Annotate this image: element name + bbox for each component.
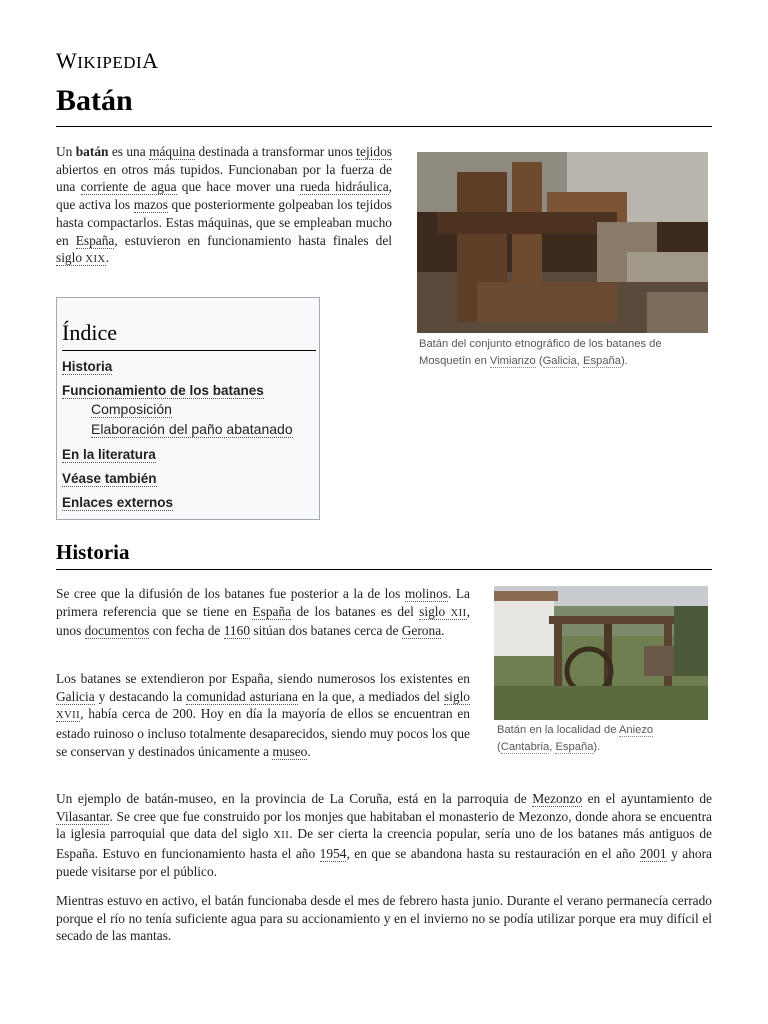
- link-1160[interactable]: 1160: [223, 623, 251, 639]
- figure-batan-mosquetin[interactable]: [417, 152, 708, 333]
- text: y ahora puede visitarse por el público.: [56, 846, 712, 879]
- toc-item-vease-tambien[interactable]: [62, 471, 157, 486]
- text: en la que, a mediados del: [297, 688, 444, 704]
- link-mazos[interactable]: mazos: [133, 197, 168, 213]
- text: Batán del conjunto etnográfico de los batanes de Mosquetín en: [419, 338, 662, 367]
- wordmark-last: A: [142, 48, 159, 73]
- text: .: [105, 250, 109, 266]
- link-rueda-hidraulica[interactable]: rueda hidráulica: [300, 179, 389, 195]
- text: , había cerca de 200. Hoy en día la mayoría de ellos se encuentran en estado ruinoso o incluso totalmente desaparecidos, siendo muy pocos los que se conservan y destinados únicamente a: [56, 706, 470, 759]
- link-espana[interactable]: España: [75, 232, 115, 248]
- historia-paragraph-4: [56, 892, 712, 945]
- text: sitúan dos batanes cerca de: [250, 623, 402, 639]
- link-mezonzo[interactable]: Mezonzo: [532, 791, 583, 806]
- link-espana[interactable]: España: [555, 741, 594, 753]
- toc-item-literatura[interactable]: [62, 447, 156, 462]
- text: .: [307, 743, 311, 759]
- text: Un ejemplo de batán-museo, en la provincia de La Coruña, está en la parroquia de: [56, 791, 533, 806]
- link-tejidos[interactable]: tejidos: [356, 144, 392, 159]
- text: siglo: [443, 688, 470, 704]
- batan-mosquetin-image: [417, 152, 708, 333]
- wordmark-mid: IKIPEDI: [77, 53, 143, 72]
- toc-label: Véase también: [62, 471, 157, 486]
- link-aniezo[interactable]: Aniezo: [618, 724, 654, 736]
- toc-label: Enlaces externos: [62, 495, 174, 510]
- text: .: [441, 623, 445, 639]
- text: , estuvieron en funcionamiento hasta finales del: [114, 232, 392, 248]
- text: en el ayuntamiento de: [582, 791, 713, 806]
- text: de los batanes es del: [291, 603, 420, 619]
- link-comunidad-asturiana[interactable]: comunidad asturiana: [186, 688, 298, 704]
- text: ).: [620, 355, 628, 367]
- text: , unos: [56, 603, 470, 639]
- link-maquina[interactable]: máquina: [149, 144, 196, 159]
- text: (: [497, 741, 501, 753]
- text: (: [535, 355, 543, 367]
- text: ,: [576, 355, 583, 367]
- table-of-contents: [56, 297, 320, 520]
- text: ).: [593, 741, 601, 753]
- link-museo[interactable]: museo: [272, 743, 308, 759]
- text: , en que se abandona hasta su restauración en el año: [346, 846, 640, 862]
- text: ,: [549, 741, 556, 753]
- text: siglo: [419, 603, 451, 619]
- historia-paragraph-1: [56, 585, 470, 640]
- roman-numeral: XVII: [56, 710, 81, 722]
- title-divider: [56, 126, 712, 127]
- text: y destacando la: [94, 688, 187, 704]
- historia-paragraph-2: [56, 670, 470, 761]
- toc-title: Índice: [62, 320, 117, 345]
- text: Los batanes se extendieron por España, siendo numerosos los existentes en: [56, 671, 470, 686]
- link-1954[interactable]: 1954: [319, 846, 347, 862]
- roman-numeral: XII: [273, 830, 290, 842]
- intro-paragraph: [56, 143, 392, 269]
- text: . De ser cierta la creencia popular, sería uno de los batanes más antiguos de España. Estuvo en funcionamiento hasta el año: [56, 826, 712, 862]
- link-gerona[interactable]: Gerona: [401, 623, 442, 639]
- section-heading-historia: Historia: [56, 540, 130, 564]
- toc-item-elaboracion[interactable]: [91, 421, 293, 437]
- text: siglo: [56, 250, 86, 266]
- toc-label: En la literatura: [62, 447, 156, 462]
- link-siglo-xix[interactable]: [56, 250, 106, 266]
- toc-divider: [62, 350, 316, 351]
- page-title: Batán: [56, 84, 133, 117]
- toc-item-historia[interactable]: [62, 359, 112, 374]
- historia-paragraph-3: [56, 790, 712, 881]
- link-2001[interactable]: 2001: [639, 846, 667, 862]
- link-cantabria[interactable]: Cantabria: [500, 741, 550, 753]
- wordmark-first: W: [56, 48, 78, 73]
- text: . Se cree que fue construido por los monjes que habitaban el monasterio de Mezonzo, donde ahora se encuentra la iglesia parroquial que data del siglo: [56, 808, 712, 842]
- text: Mientras estuvo en activo, el batán funcionaba desde el mes de febrero hasta junio. Durante el verano permanecía cerrado porque el río no tenía suficiente agua para su accionamiento y en el invierno no se podía utilizar porque era muy difícil el secado de las mantas.: [56, 893, 712, 944]
- figure2-caption: [497, 722, 708, 756]
- toc-item-composicion[interactable]: [91, 401, 172, 417]
- text: abiertos en otros más tupidos. Funcionaban por la fuerza de una: [56, 161, 392, 195]
- text: que posteriormente golpeaban los tejidos hasta compactarlos. Estas máquinas, que se empleaban mucho en: [56, 197, 392, 248]
- text: que hace mover una: [176, 179, 301, 195]
- link-espana[interactable]: España: [582, 355, 621, 367]
- link-siglo-xii[interactable]: [419, 604, 466, 620]
- text: , que activa los: [56, 179, 392, 213]
- toc-label: Historia: [62, 359, 113, 374]
- link-vilasantar[interactable]: Vilasantar: [56, 808, 110, 824]
- link-documentos[interactable]: documentos: [84, 623, 150, 639]
- toc-label: Elaboración del paño abatanado: [91, 421, 293, 437]
- toc-label: Funcionamiento de los batanes: [62, 383, 264, 398]
- roman-numeral: XII: [450, 607, 467, 619]
- link-molinos[interactable]: molinos: [404, 586, 448, 601]
- toc-item-funcionamiento[interactable]: [62, 383, 264, 398]
- link-espana[interactable]: España: [252, 603, 292, 619]
- wikipedia-wordmark[interactable]: [56, 48, 159, 74]
- toc-label: Composición: [91, 401, 172, 417]
- text: Se cree que la difusión de los batanes fue posterior a la de los: [56, 586, 405, 601]
- link-galicia[interactable]: Galicia: [542, 355, 577, 367]
- text: . La primera referencia que se tiene en: [56, 586, 470, 619]
- text: es una: [108, 144, 150, 159]
- link-corriente-de-agua[interactable]: corriente de agua: [80, 179, 177, 195]
- batan-aniezo-image: [494, 586, 708, 720]
- link-galicia[interactable]: Galicia: [56, 688, 95, 704]
- link-vimianzo[interactable]: Vimianzo: [489, 355, 536, 367]
- bold-term: batán: [75, 144, 109, 159]
- roman-numeral: XIX: [85, 254, 106, 266]
- text: Batán en la localidad de: [497, 724, 619, 736]
- section-divider: [56, 569, 712, 570]
- text: destinada a transformar unos: [195, 144, 357, 159]
- toc-item-enlaces-externos[interactable]: [62, 495, 173, 510]
- text: Un: [56, 144, 76, 159]
- figure-batan-aniezo[interactable]: [494, 586, 708, 720]
- text: con fecha de: [149, 623, 224, 639]
- figure1-caption: [419, 336, 708, 370]
